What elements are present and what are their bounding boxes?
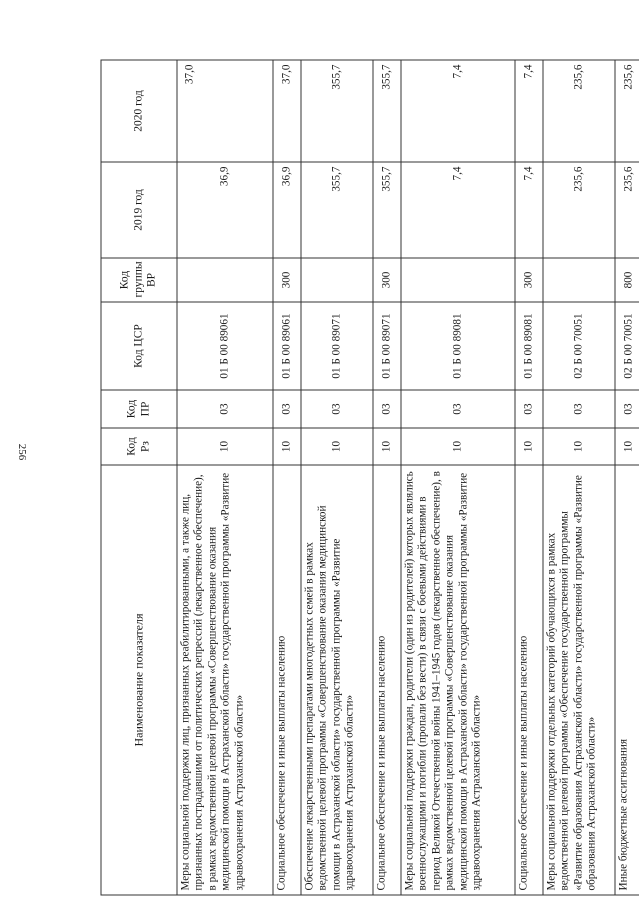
row-pr: 03 — [515, 390, 543, 428]
row-2020: 355,7 — [301, 60, 373, 162]
row-pr: 03 — [177, 390, 273, 428]
row-name: Социальное обеспечение и иные выплаты населению — [273, 465, 301, 895]
row-rz: 10 — [543, 428, 615, 465]
row-2019: 235,6 — [543, 162, 615, 258]
row-name: Меры социальной поддержки лиц, признанных реабилитированными, а также лиц, признанных пострадавшими от политических репрессий (лекарственное обеспечение), в рамках ведомственной целевой программы «Совершенствование оказания медицинской помощи в Астраханской области» государственной программы «Развитие здравоохранения Астраханской области» — [177, 465, 273, 895]
row-2020: 7,4 — [401, 60, 515, 162]
header-rz: Код Рз — [101, 428, 177, 465]
row-name: Меры социальной поддержки отдельных категорий обучающихся в рамках ведомственной целевой программы «Обеспечение государственной программы «Развитие образования Астраханской области» государственной программы «Развитие образования Астраханской области» — [543, 465, 615, 895]
row-vr: 300 — [373, 258, 401, 302]
table-row — [515, 60, 543, 895]
row-rz: 10 — [177, 428, 273, 465]
table-rotated-frame — [100, 60, 634, 895]
table-row — [301, 60, 373, 895]
row-rz: 10 — [401, 428, 515, 465]
row-2019: 7,4 — [515, 162, 543, 258]
row-vr — [301, 258, 373, 302]
row-name: Социальное обеспечение и иные выплаты населению — [515, 465, 543, 895]
row-pr: 03 — [373, 390, 401, 428]
table-row — [373, 60, 401, 895]
budget-table — [100, 59, 639, 895]
row-name: Иные бюджетные ассигнования — [615, 465, 639, 895]
row-name: Меры социальной поддержки граждан, родители (один из родителей) которых являлись военнослужащими и погибли (пропали без вести) в связи с боевыми действиями в период Великой Отечественной войны 1941–1945 годов (лекарственное обеспечение), в рамках ведомственной целевой программы «Совершенствование оказания медицинской помощи в Астраханской области» государственной программы «Развитие здравоохранения Астраханской области» — [401, 465, 515, 895]
row-rz: 10 — [615, 428, 639, 465]
row-csr: 01 Б 00 89071 — [301, 302, 373, 390]
row-vr: 300 — [273, 258, 301, 302]
table-row — [273, 60, 301, 895]
row-rz: 10 — [373, 428, 401, 465]
row-vr: 300 — [515, 258, 543, 302]
row-name: Обеспечение лекарственными препаратами многодетных семей в рамках ведомственной целевой программы «Совершенствование оказания медицинской помощи в Астраханской области» государственной программы «Развитие здравоохранения Астраханской области» — [301, 465, 373, 895]
header-2019: 2019 год — [101, 162, 177, 258]
row-csr: 01 Б 00 89081 — [401, 302, 515, 390]
header-csr: Код ЦСР — [101, 302, 177, 390]
header-2020: 2020 год — [101, 60, 177, 162]
row-2020: 235,6 — [543, 60, 615, 162]
row-name: Социальное обеспечение и иные выплаты населению — [373, 465, 401, 895]
row-2020: 7,4 — [515, 60, 543, 162]
table-container — [100, 60, 634, 895]
header-vr: Код группы ВР — [101, 258, 177, 302]
row-2019: 36,9 — [273, 162, 301, 258]
table-row — [615, 60, 639, 895]
table-row — [177, 60, 273, 895]
row-2019: 235,6 — [615, 162, 639, 258]
row-2019: 7,4 — [401, 162, 515, 258]
page-number: 256 — [16, 443, 28, 461]
row-2020: 37,0 — [177, 60, 273, 162]
row-2020: 355,7 — [373, 60, 401, 162]
header-pr: Код ПР — [101, 390, 177, 428]
row-vr: 800 — [615, 258, 639, 302]
row-csr: 01 Б 00 89071 — [373, 302, 401, 390]
table-header-row — [101, 60, 177, 895]
row-2019: 355,7 — [373, 162, 401, 258]
row-pr: 03 — [273, 390, 301, 428]
row-csr: 01 Б 00 89061 — [177, 302, 273, 390]
row-csr: 01 Б 00 89081 — [515, 302, 543, 390]
row-pr: 03 — [543, 390, 615, 428]
row-2019: 355,7 — [301, 162, 373, 258]
row-rz: 10 — [301, 428, 373, 465]
row-vr — [543, 258, 615, 302]
row-csr: 02 Б 00 70051 — [615, 302, 639, 390]
row-pr: 03 — [615, 390, 639, 428]
row-2020: 235,6 — [615, 60, 639, 162]
table-row — [401, 60, 515, 895]
row-rz: 10 — [515, 428, 543, 465]
row-vr — [177, 258, 273, 302]
row-csr: 01 Б 00 89061 — [273, 302, 301, 390]
row-2019: 36,9 — [177, 162, 273, 258]
row-vr — [401, 258, 515, 302]
row-pr: 03 — [301, 390, 373, 428]
row-pr: 03 — [401, 390, 515, 428]
row-rz: 10 — [273, 428, 301, 465]
table-row — [543, 60, 615, 895]
row-2020: 37,0 — [273, 60, 301, 162]
row-csr: 02 Б 00 70051 — [543, 302, 615, 390]
header-name: Наименование показателя — [101, 465, 177, 895]
